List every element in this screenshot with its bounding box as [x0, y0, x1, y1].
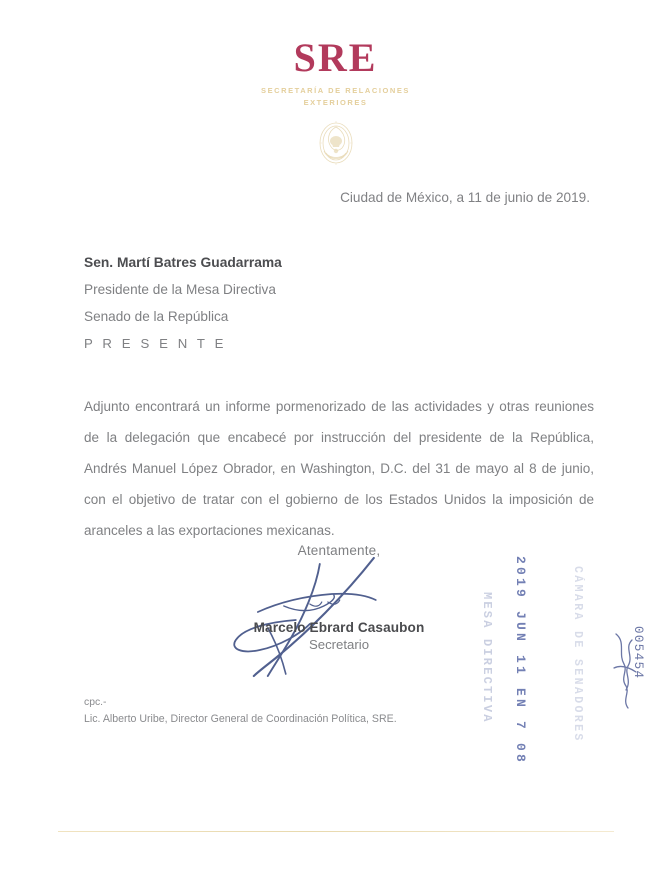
sre-wordmark: SRE — [293, 35, 378, 80]
stamp-reception-date: 2019 JUN 11 EN 7 08 — [513, 556, 528, 766]
addressee-institution: Senado de la República — [84, 309, 229, 324]
cc-label: cpc.- — [84, 697, 107, 708]
addressee-salutation: P R E S E N T E — [84, 336, 227, 351]
signer-title: Secretario — [308, 637, 370, 652]
addressee-name: Sen. Martí Batres Guadarrama — [84, 255, 282, 270]
cc-recipient: Lic. Alberto Uribe, Director General de Coordinación Política, SRE. — [84, 713, 397, 725]
signer-name: Marcelo Ebrard Casaubon — [253, 620, 425, 635]
carbon-copy-block — [84, 694, 397, 728]
sre-subtitle-line1: SECRETARÍA DE RELACIONES — [261, 86, 410, 95]
mexican-coat-of-arms-icon — [312, 117, 360, 169]
letterhead — [0, 35, 671, 169]
stamp-mesa-directiva: MESA DIRECTIVA — [480, 592, 494, 724]
date-line: Ciudad de México, a 11 de junio de 2019. — [340, 190, 590, 205]
sre-subtitle-line2: EXTERIORES — [303, 97, 368, 107]
stamp-camara-senadores: CÁMARA DE SENADORES — [571, 566, 584, 743]
addressee-role: Presidente de la Mesa Directiva — [84, 282, 276, 297]
handwritten-initials-icon — [608, 628, 642, 714]
closing-line: Atentamente, — [297, 543, 381, 558]
body-paragraph: Adjunto encontrará un informe pormenorizado de las actividades y otras reuniones de la delegación que encabecé por instrucción del presidente de la República, Andrés Manuel López Obrador, en Washington, D.C. del 31 de mayo al 8 de junio, con el objetivo de tratar con el gobierno de los Estados Unidos la imposición de aranceles a las exportaciones mexicanas. — [84, 399, 594, 538]
letter-body — [84, 190, 594, 546]
addressee-block — [84, 249, 594, 357]
handwritten-folio-number: 005454 — [631, 626, 645, 680]
sre-subtitle — [0, 85, 671, 108]
footer-rule — [58, 831, 614, 832]
